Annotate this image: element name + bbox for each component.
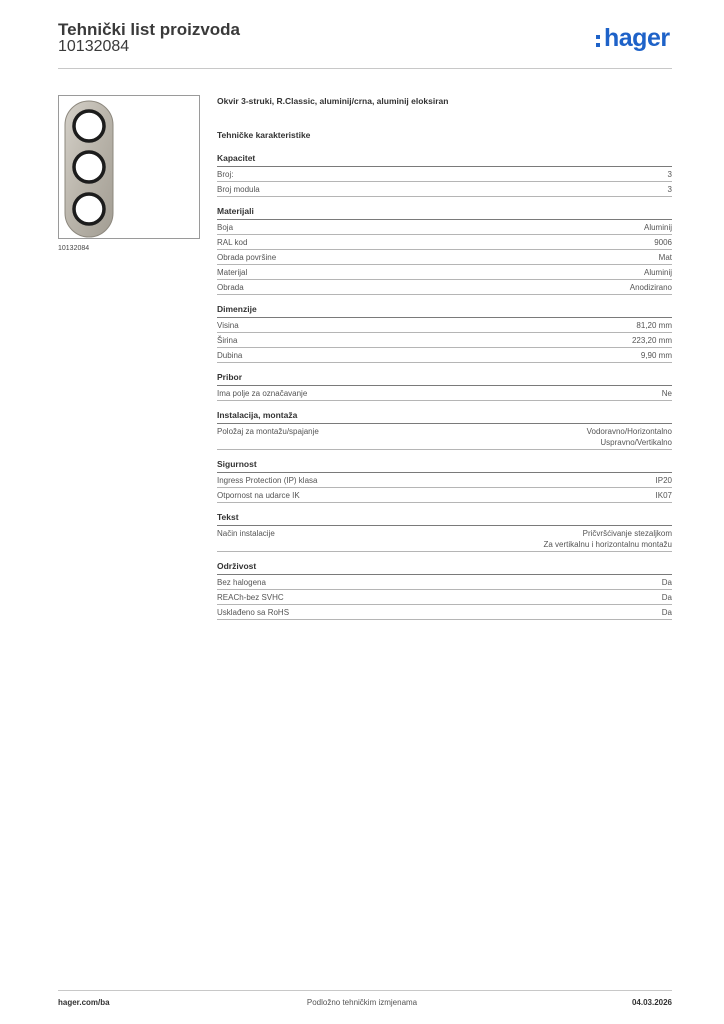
spec-value bbox=[587, 426, 672, 448]
spec-label: Broj: bbox=[217, 170, 234, 179]
hager-logo bbox=[594, 26, 674, 56]
spec-group bbox=[217, 304, 672, 363]
spec-value bbox=[662, 592, 672, 603]
spec-group bbox=[217, 410, 672, 450]
spec-value-line: IK07 bbox=[655, 491, 672, 500]
spec-value-line: 3 bbox=[667, 185, 672, 194]
spec-value-line: IP20 bbox=[655, 476, 672, 485]
spec-group bbox=[217, 206, 672, 295]
spec-row bbox=[217, 318, 672, 333]
spec-value bbox=[630, 282, 672, 293]
spec-row bbox=[217, 575, 672, 590]
spec-value bbox=[668, 184, 672, 195]
spec-label: Položaj za montažu/spajanje bbox=[217, 427, 319, 436]
spec-row bbox=[217, 488, 672, 503]
spec-label: Način instalacije bbox=[217, 529, 275, 538]
footer-website: hager.com/ba bbox=[58, 998, 110, 1007]
spec-group bbox=[217, 459, 672, 503]
spec-row bbox=[217, 250, 672, 265]
spec-value-line: 9006 bbox=[654, 238, 672, 247]
logo-dot-icon bbox=[596, 35, 600, 39]
spec-value bbox=[644, 267, 672, 278]
spec-label: Dubina bbox=[217, 351, 243, 360]
spec-value bbox=[656, 490, 672, 501]
spec-label: Boja bbox=[217, 223, 234, 232]
footer-divider bbox=[58, 990, 672, 991]
spec-group bbox=[217, 512, 672, 552]
product-code: 10132084 bbox=[58, 38, 130, 55]
spec-row bbox=[217, 526, 672, 552]
spec-value-line: Aluminij bbox=[643, 268, 672, 277]
spec-label: Visina bbox=[217, 321, 239, 330]
spec-row bbox=[217, 265, 672, 280]
spec-value bbox=[644, 222, 672, 233]
spec-label: Usklađeno sa RoHS bbox=[217, 608, 290, 617]
spec-value-line: Ne bbox=[661, 389, 672, 398]
image-caption: 10132084 bbox=[58, 245, 90, 252]
spec-label: Bez halogena bbox=[217, 578, 266, 587]
spec-row bbox=[217, 333, 672, 348]
spec-label: Širina bbox=[217, 336, 238, 345]
spec-value bbox=[662, 607, 672, 618]
spec-row bbox=[217, 235, 672, 250]
spec-row bbox=[217, 182, 672, 197]
section-heading: Tehničke karakteristike bbox=[217, 130, 311, 140]
spec-content bbox=[217, 95, 672, 620]
footer-date: 04.03.2026 bbox=[631, 998, 672, 1007]
spec-group-title: Materijali bbox=[217, 206, 672, 220]
spec-label: RAL kod bbox=[217, 238, 248, 247]
spec-group-title: Pribor bbox=[217, 372, 672, 386]
document-title: Tehnički list proizvoda bbox=[58, 20, 240, 39]
spec-value bbox=[632, 335, 672, 346]
spec-label: Materijal bbox=[217, 268, 248, 277]
spec-group-title: Održivost bbox=[217, 561, 672, 575]
spec-value bbox=[662, 577, 672, 588]
spec-group-title: Sigurnost bbox=[217, 459, 672, 473]
spec-group bbox=[217, 153, 672, 197]
spec-value bbox=[668, 169, 672, 180]
logo-dot-icon bbox=[596, 43, 600, 47]
spec-label: Obrada bbox=[217, 283, 244, 292]
spec-value-line: Aluminij bbox=[643, 223, 672, 232]
spec-value-line: Da bbox=[661, 608, 672, 617]
spec-row bbox=[217, 424, 672, 450]
spec-row bbox=[217, 280, 672, 295]
logo-text: hager bbox=[604, 24, 670, 52]
spec-value-line: Da bbox=[661, 578, 672, 587]
spec-row bbox=[217, 220, 672, 235]
spec-row bbox=[217, 386, 672, 401]
spec-value-line: 3 bbox=[667, 170, 672, 179]
spec-group-title: Instalacija, montaža bbox=[217, 410, 672, 424]
spec-row bbox=[217, 590, 672, 605]
footer-notice: Podložno tehničkim izmjenama bbox=[306, 998, 418, 1007]
spec-row bbox=[217, 605, 672, 620]
spec-value-line: Uspravno/Vertikalno bbox=[600, 438, 672, 447]
spec-value bbox=[543, 528, 672, 550]
spec-value-line: Da bbox=[661, 593, 672, 602]
product-title: Okvir 3-struki, R.Classic, aluminij/crna, aluminij eloksiran bbox=[217, 96, 449, 106]
spec-value bbox=[662, 388, 672, 399]
spec-value-line: Vodoravno/Horizontalno bbox=[586, 427, 672, 436]
spec-group-title: Tekst bbox=[217, 512, 672, 526]
spec-value bbox=[656, 475, 672, 486]
spec-value-line: Pričvršćivanje stezaljkom bbox=[582, 529, 672, 538]
spec-row bbox=[217, 167, 672, 182]
frame-3-gang-icon bbox=[59, 96, 201, 240]
spec-value bbox=[659, 252, 672, 263]
spec-group-title: Kapacitet bbox=[217, 153, 672, 167]
spec-label: REACh-bez SVHC bbox=[217, 593, 284, 602]
spec-value-line: 9,90 mm bbox=[640, 351, 672, 360]
spec-value bbox=[641, 350, 672, 361]
header-divider bbox=[58, 68, 672, 69]
spec-group bbox=[217, 372, 672, 401]
spec-label: Broj modula bbox=[217, 185, 260, 194]
spec-label: Ima polje za označavanje bbox=[217, 389, 308, 398]
spec-label: Ingress Protection (IP) klasa bbox=[217, 476, 318, 485]
spec-value-line: 81,20 mm bbox=[636, 321, 672, 330]
spec-row bbox=[217, 473, 672, 488]
spec-value-line: Za vertikalnu i horizontalnu montažu bbox=[543, 540, 672, 549]
spec-value-line: Anodizirano bbox=[629, 283, 672, 292]
spec-value-line: 223,20 mm bbox=[631, 336, 672, 345]
spec-groups bbox=[217, 153, 672, 620]
spec-group-title: Dimenzije bbox=[217, 304, 672, 318]
spec-value-line: Mat bbox=[658, 253, 672, 262]
spec-label: Otpornost na udarce IK bbox=[217, 491, 300, 500]
spec-value bbox=[636, 320, 672, 331]
spec-row bbox=[217, 348, 672, 363]
product-image bbox=[58, 95, 200, 239]
spec-group bbox=[217, 561, 672, 620]
spec-label: Obrada površine bbox=[217, 253, 277, 262]
spec-value bbox=[654, 237, 672, 248]
